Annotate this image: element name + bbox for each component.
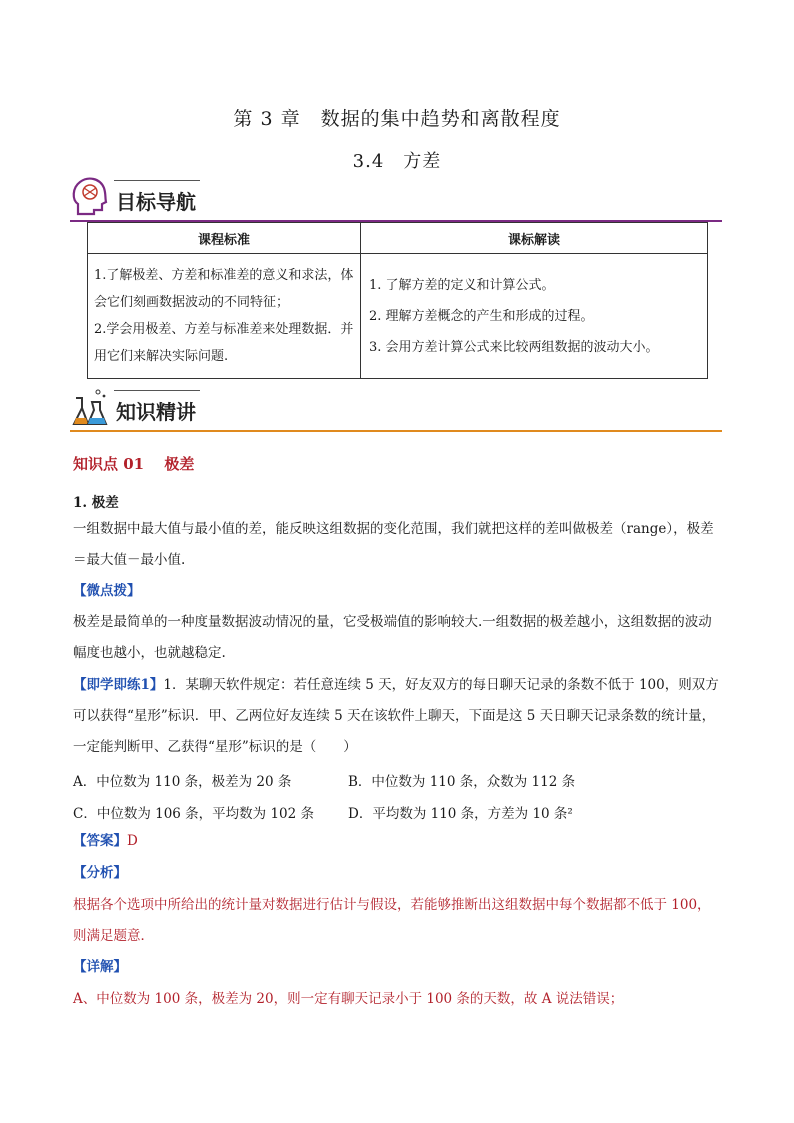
- goal-nav-header: [70, 174, 722, 222]
- knowledge-header: [70, 384, 722, 432]
- analysis-text: 根据各个选项中所给出的统计量对数据进行估计与假设，若能够推断出这组数据中每个数据都不低于 100，则满足题意．: [73, 897, 711, 944]
- knowledge-point-title: 知识点 01 极差: [73, 455, 195, 473]
- practice-label: 【即学即练1】: [73, 677, 164, 693]
- option-a: A．中位数为 110 条，极差为 20 条: [73, 774, 292, 790]
- detail-text: A、中位数为 100 条，极差为 20，则一定有聊天记录小于 100 条的天数，故 A 说法错误；: [73, 991, 624, 1007]
- goal-nav-title: 目标导航: [116, 190, 196, 214]
- goal-table-standard-cell: [88, 254, 361, 379]
- practice-block: [73, 670, 723, 763]
- option-c: C．中位数为 106 条，平均数为 102 条: [73, 806, 315, 822]
- goal-table-header-interpretation: 课标解读: [361, 223, 708, 254]
- answer-line: [73, 826, 723, 857]
- option-d: D．平均数为 110 条，方差为 10 条²: [348, 806, 573, 822]
- standard-item-1: 1.了解极差、方差和标准差的意义和求法，体会它们刻画数据波动的不同特征；: [94, 268, 354, 310]
- goal-table-interpretation-cell: [361, 254, 708, 379]
- goal-table: [87, 222, 708, 379]
- option-b: B．中位数为 110 条，众数为 112 条: [348, 774, 576, 790]
- goal-table-header-standard: 课程标准: [88, 223, 361, 254]
- standard-item-2: 2.学会用极差、方差与标准差来处理数据．并用它们来解决实际问题.: [94, 322, 354, 364]
- answer-value: D: [127, 833, 138, 849]
- interpretation-item-2: 2. 理解方差概念的产生和形成的过程。: [369, 308, 594, 324]
- brain-head-icon: [70, 174, 110, 218]
- chapter-title: 第 3 章 数据的集中趋势和离散程度: [233, 108, 561, 130]
- tip-text: 极差是最简单的一种度量数据波动情况的量，它受极端值的影响较大.一组数据的极差越小，这组数据的波动幅度也越小，也就越稳定.: [73, 614, 712, 661]
- practice-text: 1．某聊天软件规定：若任意连续 5 天，好友双方的每日聊天记录的条数不低于 100，则双方可以获得“星形”标识．甲、乙两位好友连续 5 天在该软件上聊天，下面是这 5 天日聊天记录条数的统计量，一定能判断甲、乙获得“星形”标识的是（ ）: [73, 677, 719, 755]
- orange-divider: [70, 430, 722, 432]
- detail-label: 【详解】: [73, 959, 127, 975]
- interpretation-item-3: 3. 会用方差计算公式来比较两组数据的波动大小。: [369, 339, 659, 355]
- tip-label: 【微点拨】: [73, 583, 141, 599]
- answer-label: 【答案】: [73, 833, 127, 849]
- sub-title: 1. 极差: [73, 495, 119, 511]
- lab-flask-icon: [70, 384, 110, 428]
- section-title: 3.4 方差: [352, 151, 442, 172]
- analysis-label: 【分析】: [73, 865, 127, 881]
- interpretation-item-1: 1. 了解方差的定义和计算公式。: [369, 277, 555, 293]
- definition-text: 一组数据中最大值与最小值的差，能反映这组数据的变化范围，我们就把这样的差叫做极差（range），极差＝最大值－最小值.: [73, 521, 714, 568]
- knowledge-title: 知识精讲: [116, 400, 196, 424]
